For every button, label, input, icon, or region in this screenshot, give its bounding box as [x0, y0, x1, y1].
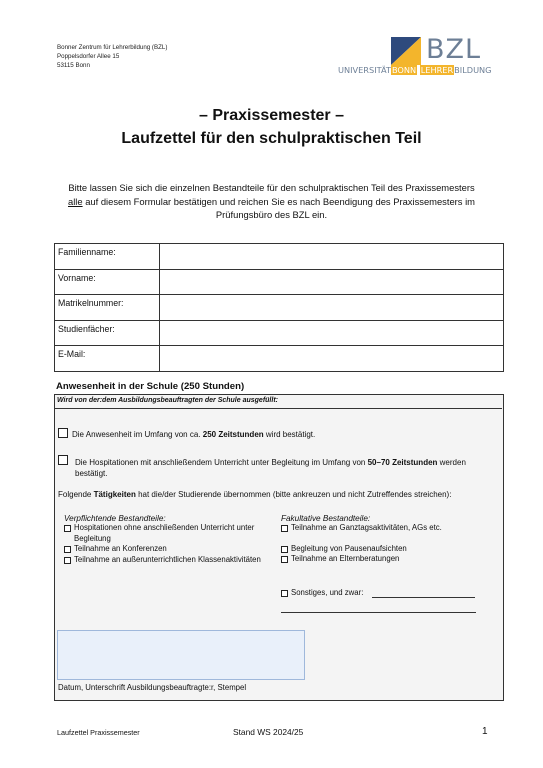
optional-checkbox-2[interactable]	[281, 546, 288, 553]
activities-pre: Folgende	[58, 490, 92, 499]
bzl-logo-mark-icon	[391, 37, 421, 65]
table-row	[55, 346, 504, 372]
table-row	[55, 244, 504, 270]
signature-caption: Datum, Unterschrift Ausbildungsbeauftragte:r, Stempel	[58, 683, 247, 692]
list-item	[64, 555, 279, 566]
check1-text-pre: Die Anwesenheit im Umfang von ca.	[72, 430, 201, 439]
footer-left: Laufzettel Praxissemester	[57, 728, 140, 737]
optional-item-2: Begleitung von Pausenaufsichten	[291, 543, 407, 553]
family-name-field[interactable]	[160, 244, 504, 270]
field-label: Vorname:	[55, 269, 160, 295]
intro-part-2: auf diesem Formular bestätigen und reichen Sie es nach Beendigung des Praxissemesters im Prüfungsbüro des BZL ein.	[85, 195, 475, 220]
logo-text: BZL	[426, 34, 482, 65]
other-blank-line-1[interactable]	[372, 597, 475, 598]
personal-data-table	[54, 243, 504, 372]
sender-line-2: Poppelsdorfer Allee 15	[57, 53, 120, 60]
footer-center: Stand WS 2024/25	[233, 727, 304, 737]
mandatory-checkbox-3[interactable]	[64, 557, 71, 564]
optional-checkbox-1[interactable]	[281, 525, 288, 532]
check2-text-bold: 50–70 Zeitstunden	[367, 458, 438, 467]
hospitation-confirmation	[75, 457, 495, 479]
matriculation-number-field[interactable]	[160, 295, 504, 321]
email-field[interactable]	[160, 346, 504, 372]
mandatory-checkbox-2[interactable]	[64, 546, 71, 553]
intro-underlined: alle	[68, 195, 83, 207]
signature-field[interactable]	[57, 630, 305, 680]
check2-text-pre: Die Hospitationen mit anschließendem Unterricht unter Begleitung im Umfang von	[75, 458, 366, 467]
intro-part-1: Bitte lassen Sie sich die einzelnen Bestandteile für den schulpraktischen Teil des Praxissemesters	[68, 182, 475, 193]
mandatory-checkbox-1[interactable]	[64, 525, 71, 532]
list-item	[64, 544, 279, 555]
page-number: 1	[482, 726, 488, 737]
optional-item-1: Teilnahme an Ganztagsaktivitäten, AGs etc.	[291, 523, 442, 532]
optional-checkbox-3[interactable]	[281, 556, 288, 563]
attendance-section-title: Anwesenheit in der Schule (250 Stunden)	[56, 381, 245, 392]
field-label: Familienname:	[55, 244, 160, 270]
bzl-logo	[338, 32, 498, 77]
other-blank-line-2[interactable]	[281, 612, 476, 613]
mandatory-item-2: Teilnahme an Konferenzen	[74, 544, 167, 553]
list-item	[64, 523, 279, 544]
other-checkbox[interactable]	[281, 590, 288, 597]
attendance-confirmation	[58, 428, 488, 440]
intro-paragraph	[60, 181, 483, 222]
sender-line-1: Bonner Zentrum für Lehrerbildung (BZL)	[57, 44, 168, 51]
check1-text-bold: 250 Zeitstunden	[202, 430, 264, 439]
activities-bold: Tätigkeiten	[93, 490, 136, 499]
optional-item-3: Teilnahme an Elternberatungen	[291, 554, 400, 563]
logo-subline	[338, 65, 492, 75]
table-row	[55, 320, 504, 346]
mandatory-column	[64, 514, 279, 565]
subjects-field[interactable]	[160, 320, 504, 346]
attendance-box-header	[54, 394, 502, 409]
other-label: Sonstiges, und zwar:	[291, 588, 364, 597]
sender-line-3: 53115 Bonn	[57, 62, 90, 69]
mandatory-item-1: Hospitationen ohne anschließenden Unterricht unter Begleitung	[74, 523, 255, 543]
logo-bildung: BILDUNG	[454, 65, 492, 75]
activities-post: hat die/der Studierende übernommen (bitte ankreuzen und nicht Zutreffendes streichen):	[138, 490, 452, 499]
logo-bonn: BONN	[391, 65, 417, 75]
optional-title: Fakultative Bestandteile:	[281, 514, 371, 523]
list-item	[281, 554, 496, 565]
hospitation-checkbox[interactable]	[58, 455, 68, 465]
field-label: E-Mail:	[55, 346, 160, 372]
attendance-checkbox[interactable]	[58, 428, 68, 438]
logo-lehrer: LEHRER	[420, 65, 454, 75]
list-item	[281, 544, 496, 555]
other-activity	[281, 588, 363, 599]
table-row	[55, 269, 504, 295]
mandatory-item-3: Teilnahme an außerunterrichtlichen Klassenaktivitäten	[74, 554, 261, 564]
check2-text-post: werden bestätigt.	[75, 458, 466, 478]
activities-instruction	[58, 489, 498, 500]
sender-address	[57, 43, 167, 70]
attendance-box-header-text: Wird von der:dem Ausbildungsbeauftragten der Schule ausgefüllt:	[57, 397, 278, 404]
mandatory-title: Verpflichtende Bestandteile:	[64, 514, 166, 523]
check1-text-post: wird bestätigt.	[265, 430, 316, 439]
first-name-field[interactable]	[160, 269, 504, 295]
optional-column	[281, 514, 496, 565]
field-label: Studienfächer:	[55, 320, 160, 346]
page-title-line-2: Laufzettel für den schulpraktischen Teil	[121, 130, 422, 147]
field-label: Matrikelnummer:	[55, 295, 160, 321]
hospitation-checkbox-wrap	[58, 455, 70, 467]
page-title-line-1: – Praxissemester –	[199, 107, 344, 124]
list-item	[281, 523, 496, 534]
table-row	[55, 295, 504, 321]
logo-universitaet: UNIVERSITÄT	[338, 65, 391, 75]
